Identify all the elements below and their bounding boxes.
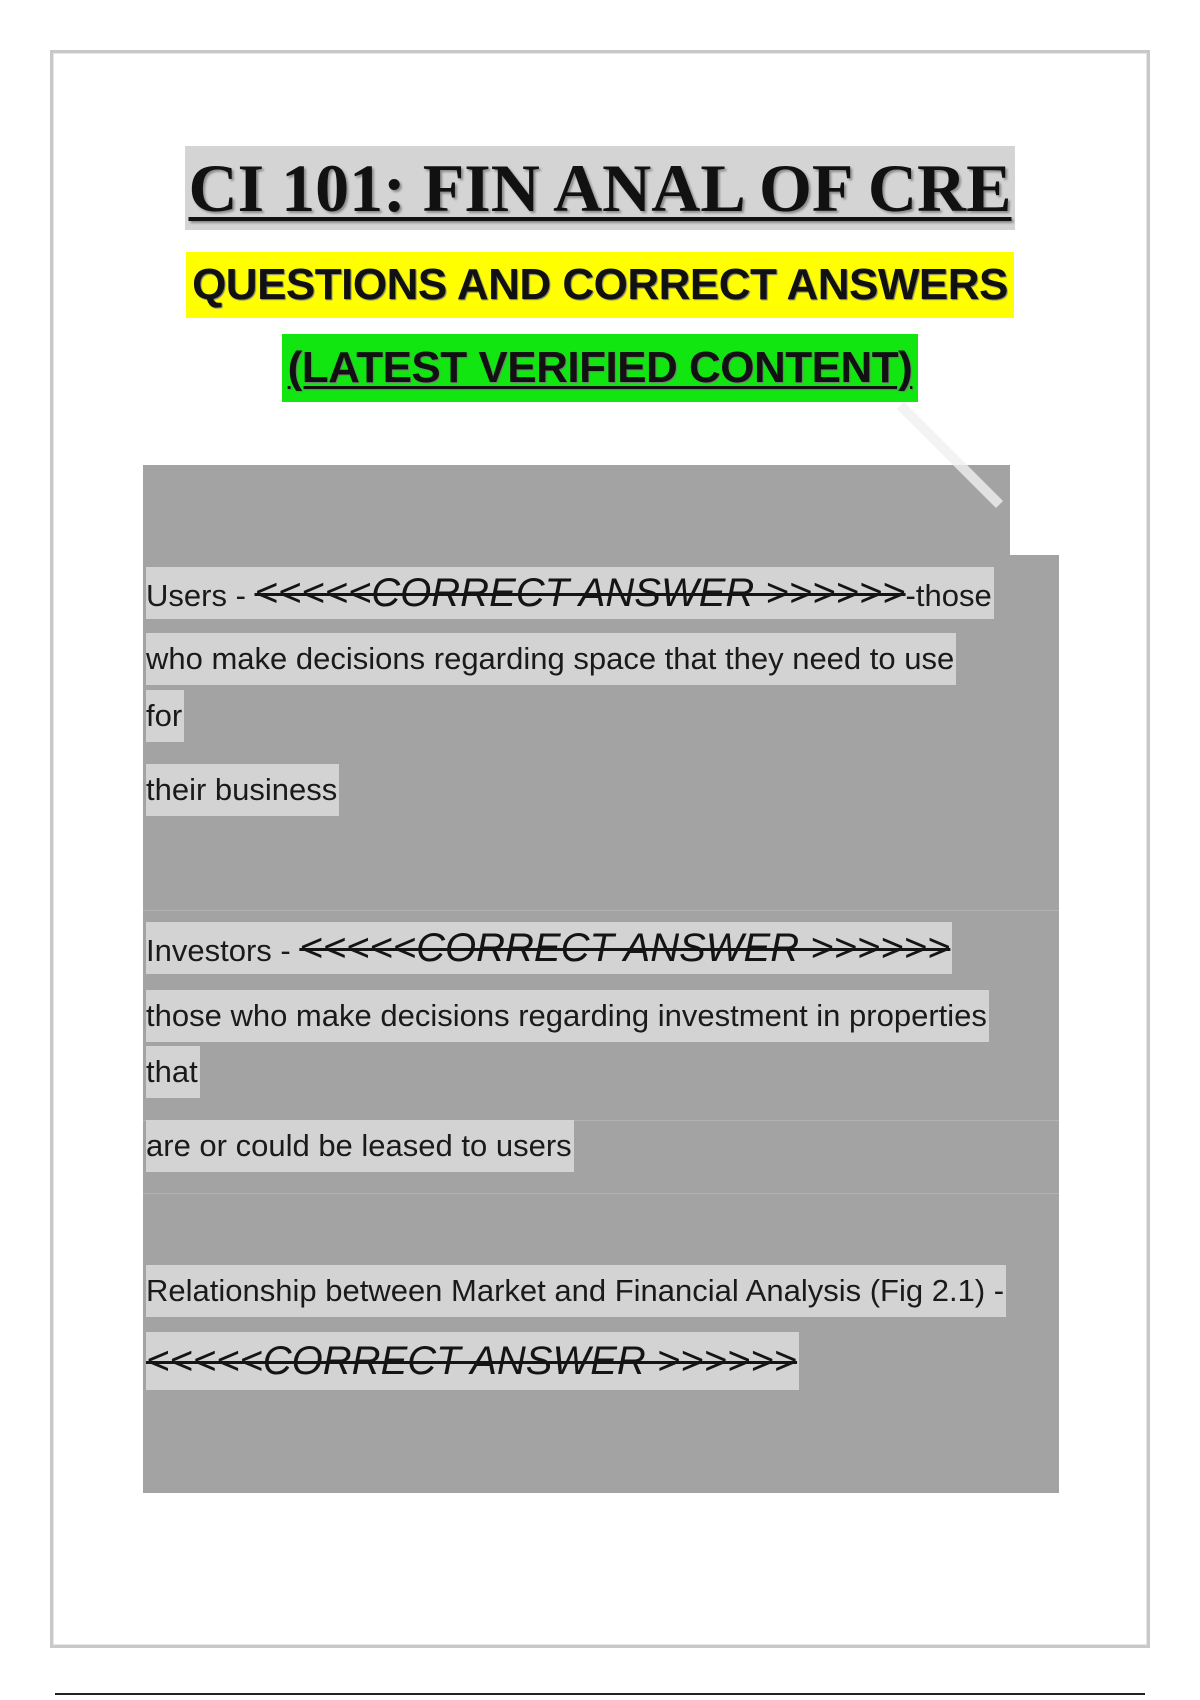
document-title: CI 101: FIN ANAL OF CRE: [185, 146, 1016, 230]
card-investors-line-2: that: [146, 1046, 200, 1098]
card-users-line-1: who make decisions regarding space that they need to use: [146, 633, 956, 685]
correct-answer-marker: <<<<<CORRECT ANSWER >>>>>>: [299, 926, 951, 970]
card-separator: [143, 1193, 1059, 1194]
correct-answer-marker: <<<<<CORRECT ANSWER >>>>>>: [254, 571, 906, 615]
card-relationship-term-line: Relationship between Market and Financial Analysis (Fig 2.1) -: [146, 1265, 1006, 1317]
bottom-rule: [55, 1693, 1145, 1695]
card-investors-line-3: are or could be leased to users: [146, 1120, 574, 1172]
card-answer-start: -those: [905, 578, 992, 613]
card-term: Investors -: [146, 933, 300, 968]
card-term: Users -: [146, 578, 255, 613]
card-users-line-3: their business: [146, 764, 339, 816]
correct-answer-marker: <<<<<CORRECT ANSWER >>>>>>: [146, 1339, 798, 1383]
redacted-block-top: [143, 465, 1010, 557]
card-relationship-answer-line: [146, 1332, 799, 1390]
card-investors-term-line: [146, 922, 952, 974]
card-separator: [143, 910, 1059, 911]
card-users-term-line: [146, 567, 994, 619]
subtitle-questions: QUESTIONS AND CORRECT ANSWERS: [186, 252, 1014, 318]
card-investors-line-1: those who make decisions regarding investment in properties: [146, 990, 989, 1042]
card-users-line-2: for: [146, 690, 184, 742]
subtitle-verified: (LATEST VERIFIED CONTENT): [282, 334, 919, 402]
